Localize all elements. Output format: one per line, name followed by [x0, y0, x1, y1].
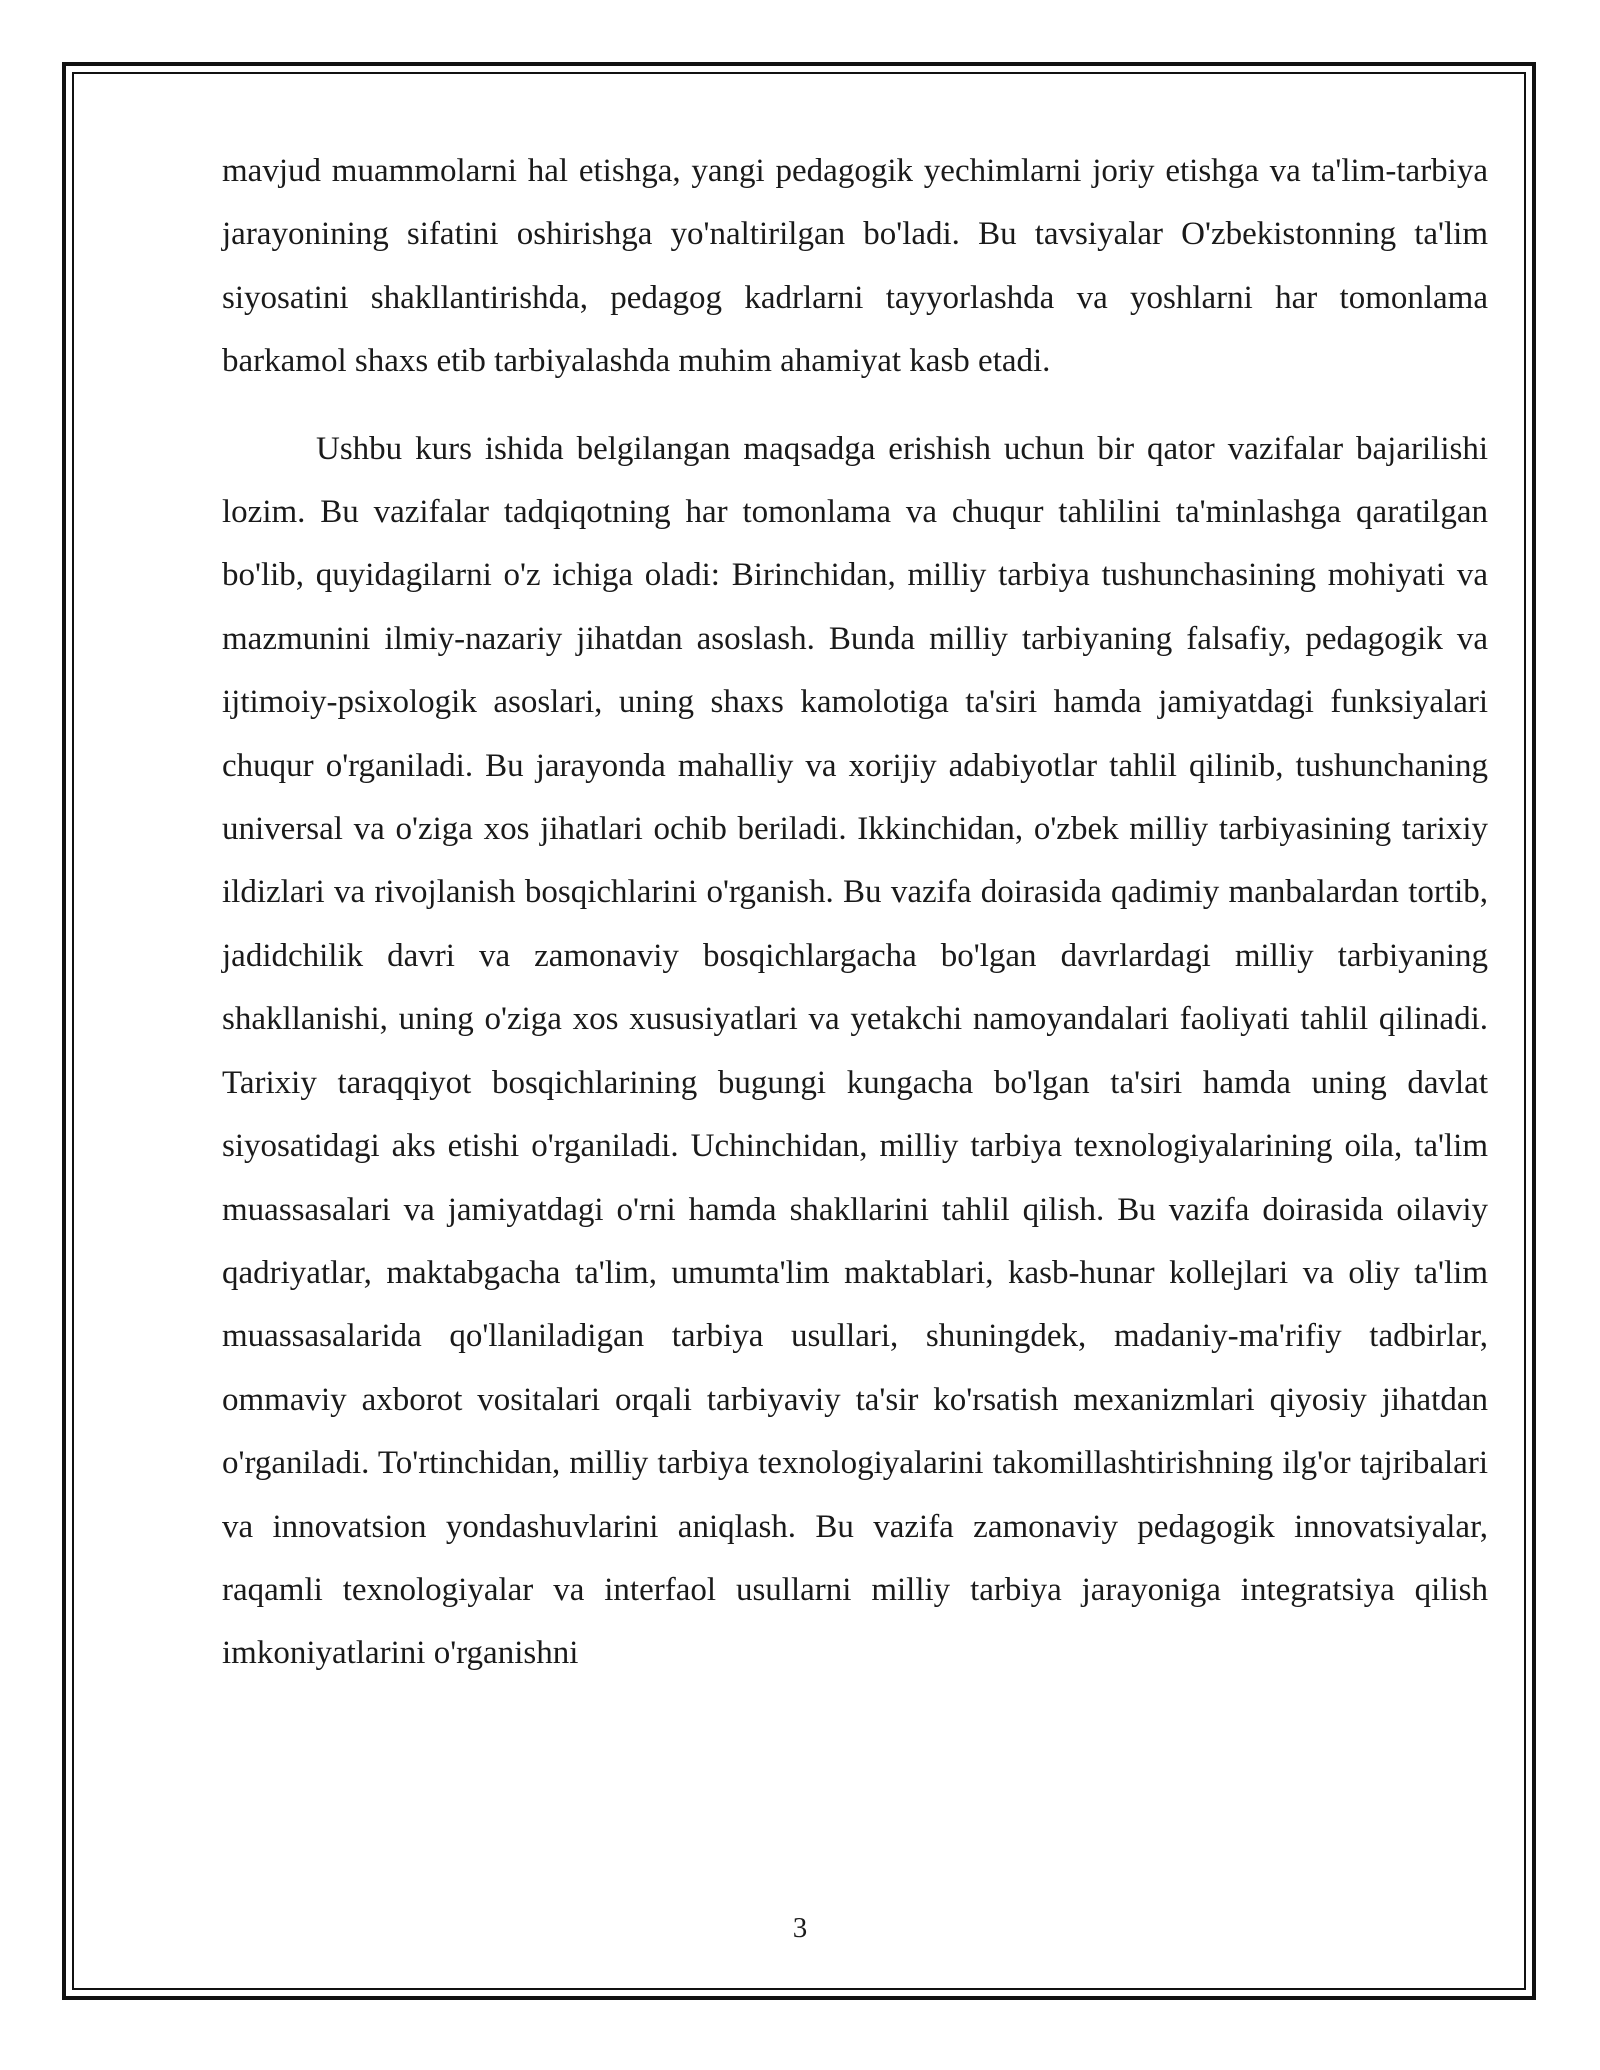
paragraph-1: mavjud muammolarni hal etishga, yangi pedagogik yechimlarni joriy etishga va ta'lim-tarbiya jarayonining sifatini oshirishga yo'naltirilgan bo'ladi. Bu tavsiyalar O'zbekistonning ta'lim siyosatini shakllantirishda, pedagog kadrlarni tayyorlashda va yoshlarni har tomonlama barkamol shaxs etib tarbiyalashda muhim ahamiyat kasb etadi.: [222, 153, 1488, 380]
paragraph-2: Ushbu kurs ishida belgilangan maqsadga erishish uchun bir qator vazifalar bajarilishi lozim. Bu vazifalar tadqiqotning har tomonlama va chuqur tahlilini ta'minlashga qaratilgan bo'lib, quyidagilarni o'z ichiga oladi: Birinchidan, milliy tarbiya tushunchasining mohiyati va mazmunini ilmiy-nazariy jihatdan asoslash. Bunda milliy tarbiyaning falsafiy, pedagogik va ijtimoiy-psixologik asoslari, uning shaxs kamolotiga ta'siri hamda jamiyatdagi funksiyalari chuqur o'rganiladi. Bu jarayonda mahalliy va xorijiy adabiyotlar tahlil qilinib, tushunchaning universal va o'ziga xos jihatlari ochib beriladi. Ikkinchidan, o'zbek milliy tarbiyasining tarixiy ildizlari va rivojlanish bosqichlarini o'rganish. Bu vazifa doirasida qadimiy manbalardan tortib, jadidchilik davri va zamonaviy bosqichlargacha bo'lgan davrlardagi milliy tarbiyaning shakllanishi, uning o'ziga xos xususiyatlari va yetakchi namoyandalari faoliyati tahlil qilinadi. Tarixiy taraqqiyot bosqichlarining bugungi kungacha bo'lgan ta'siri hamda uning davlat siyosatidagi aks etishi o'rganiladi. Uchinchidan, milliy tarbiya texnologiyalarining oila, ta'lim muassasalari va jamiyatdagi o'rni hamda shakllarini tahlil qilish. Bu vazifa doirasida oilaviy qadriyatlar, maktabgacha ta'lim, umumta'lim maktablari, kasb-hunar kollejlari va oliy ta'lim muassasalarida qo'llaniladigan tarbiya usullari, shuningdek, madaniy-ma'rifiy tadbirlar, ommaviy axborot vositalari orqali tarbiyaviy ta'sir ko'rsatish mexanizmlari qiyosiy jihatdan o'rganiladi. To'rtinchidan, milliy tarbiya texnologiyalarini takomillashtirishning ilg'or tajribalari va innovatsion yondashuvlarini aniqlash. Bu vazifa zamonaviy pedagogik innovatsiyalar, raqamli texnologiyalar va interfaol usullarni milliy tarbiya jarayoniga integratsiya qilish imkoniyatlarini o'rganishni: [222, 430, 1488, 1672]
page-number: 3: [792, 1912, 808, 1944]
page-body: [222, 140, 1488, 1686]
